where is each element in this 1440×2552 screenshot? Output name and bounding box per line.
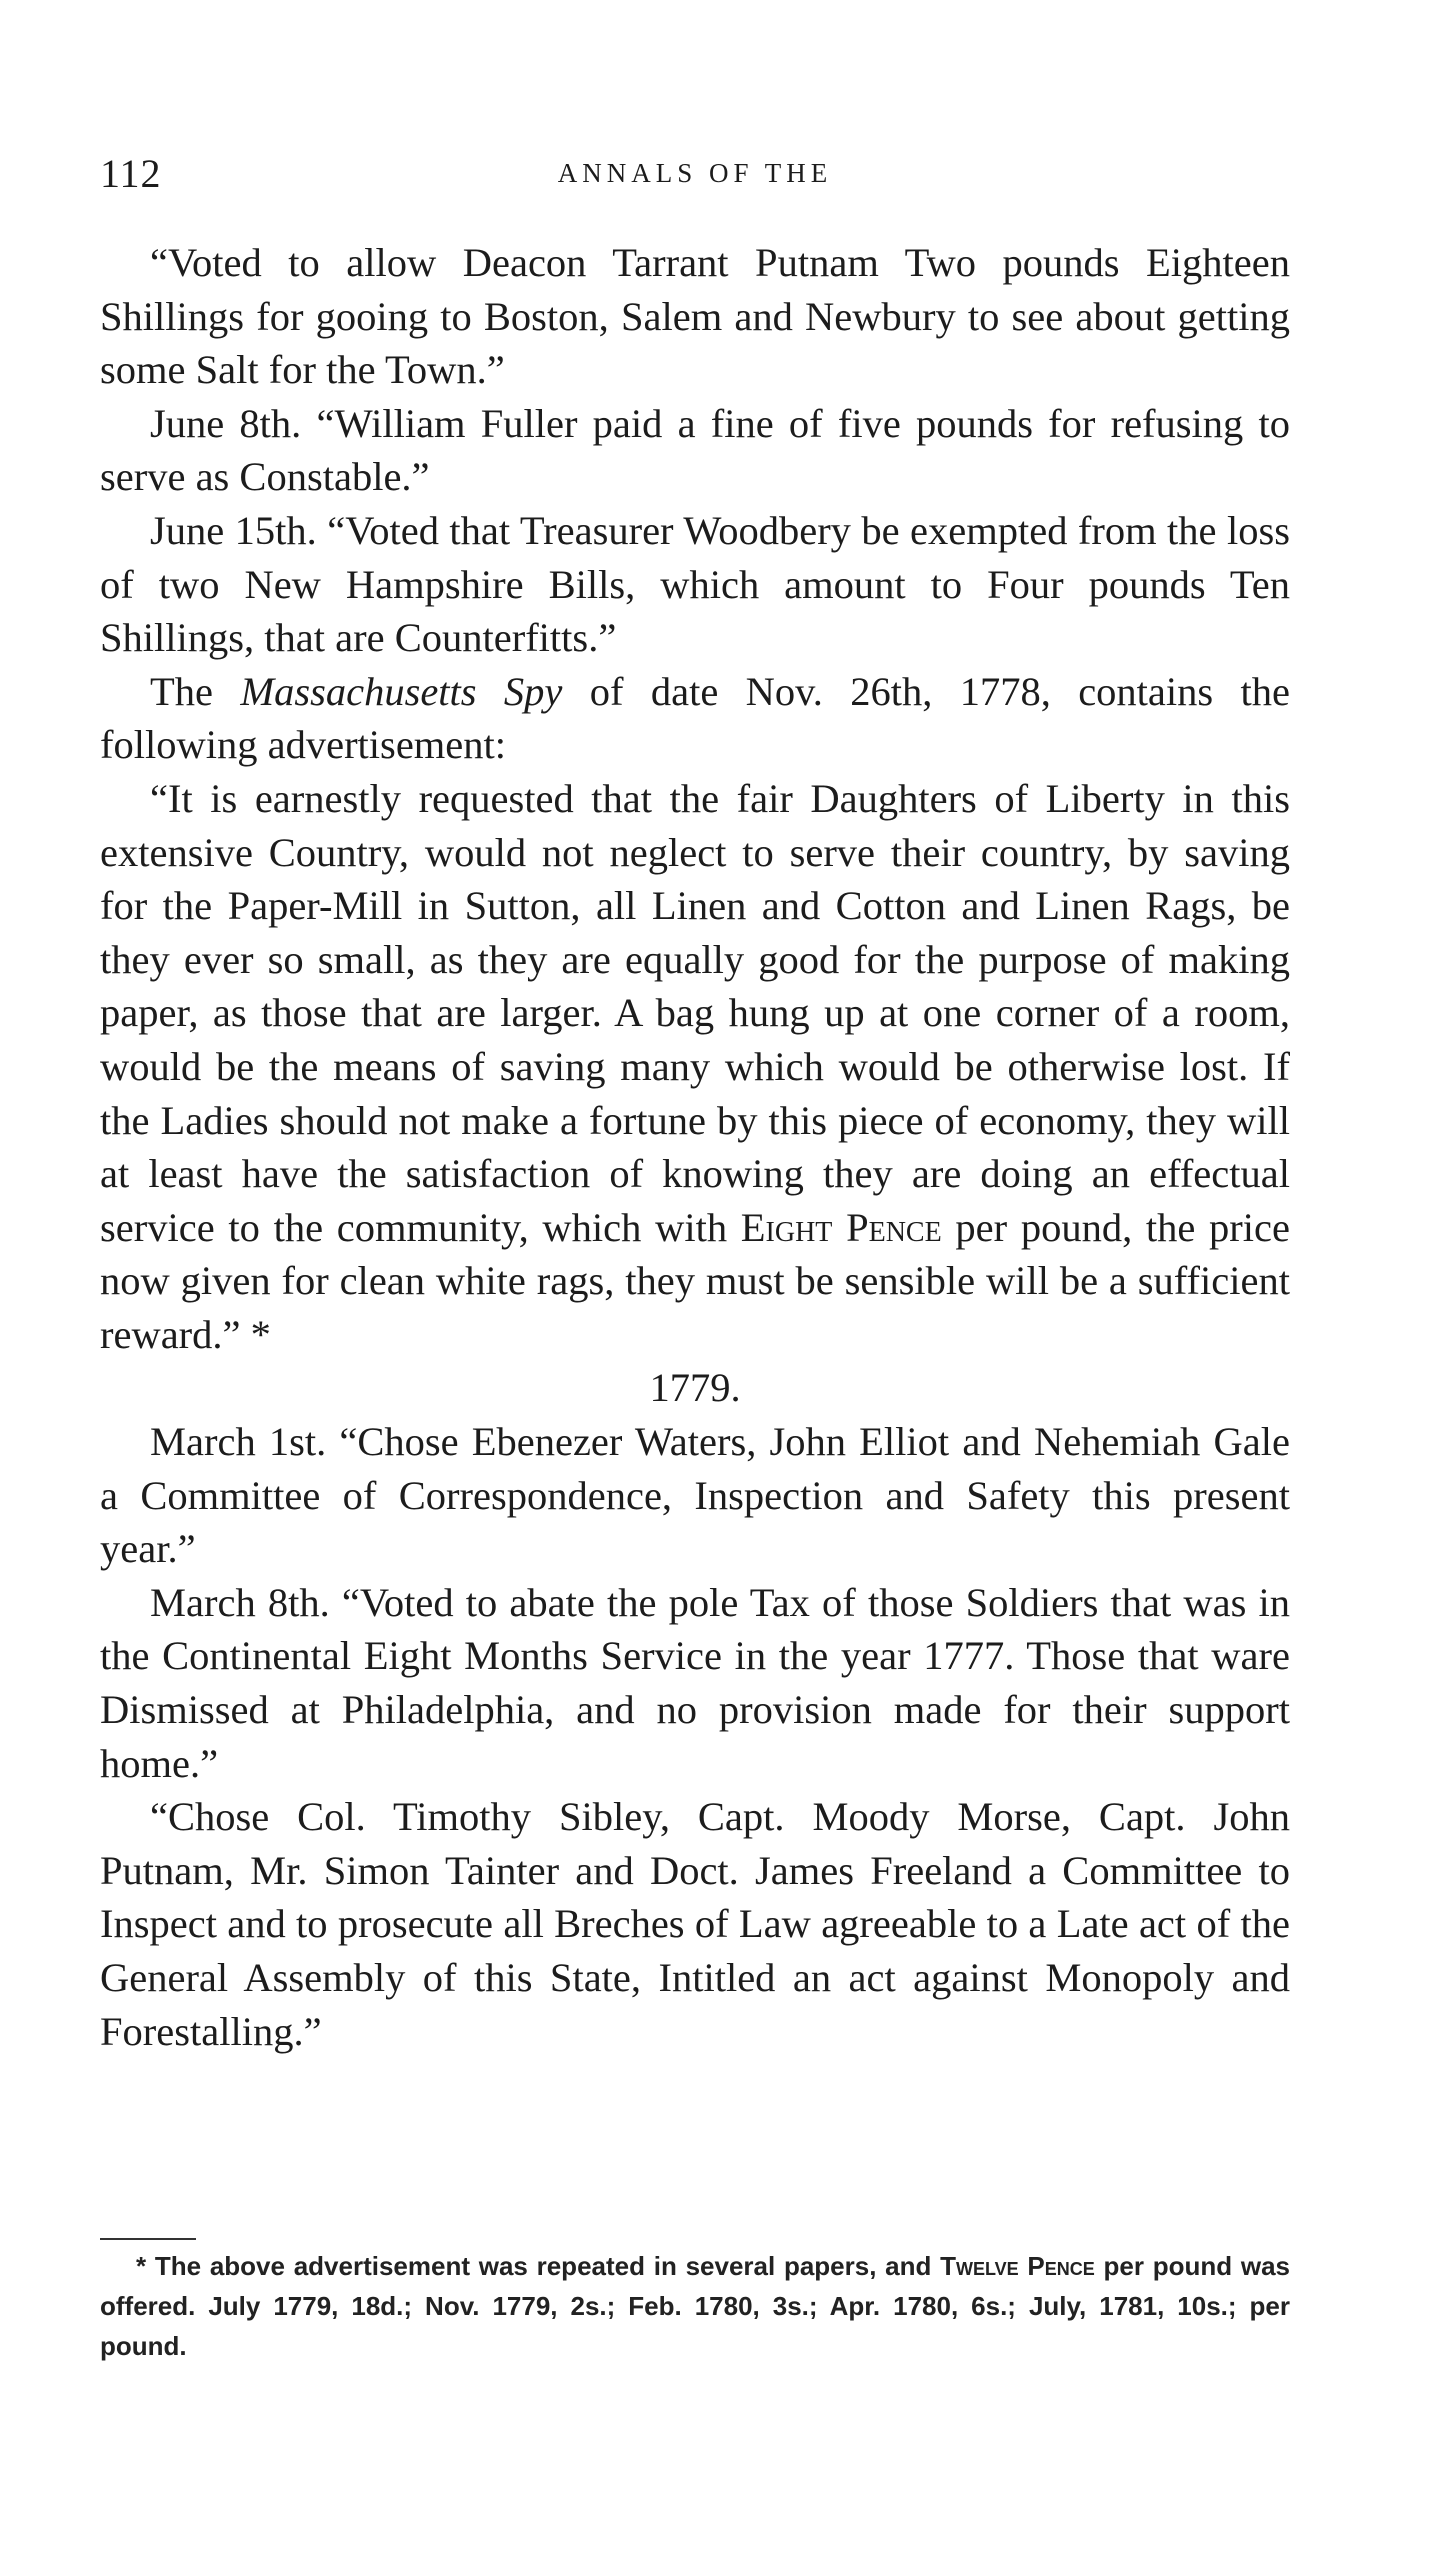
year-heading: 1779. <box>649 1365 741 1411</box>
paragraph-committee-correspondence: March 1st. “Chose Ebenezer Waters, John Elliot and Nehemiah Gale a Committee of Correspondence, Inspection and Safety this present year.” <box>100 1419 1290 1572</box>
page-header <box>100 150 1290 210</box>
paragraph-fuller-fine: June 8th. “William Fuller paid a fine of five pounds for refusing to serve as Constable.” <box>100 400 1290 500</box>
running-head: ANNALS OF THE <box>557 158 833 188</box>
footnote-smallcaps: Twelve Pence <box>940 2251 1095 2281</box>
body-text <box>100 236 1290 2058</box>
price-smallcaps: Eight Pence <box>740 1204 942 1250</box>
footnote: * The above advertisement was repeated in several papers, and Twelve Pence per pound was offered. July 1779, 18d.; Nov. 1779, 2s.; Feb. 1780, 3s.; Apr. 1780, 6s.; July, 1781, 10s.; per pound. <box>100 2251 1290 2361</box>
paragraph-monopoly-committee: “Chose Col. Timothy Sibley, Capt. Moody Morse, Capt. John Putnam, Mr. Simon Tainter and Doct. James Freeland a Committee to Inspect and to prosecute all Breches of Law agreeable to a Late act of the General Assembly of this State, Intitled an act against Monopoly and Forestalling.” <box>100 1794 1290 2054</box>
paragraph-advertisement: “It is earnestly requested that the fair Daughters of Liberty in this extensive Country, would not neglect to serve their country, by saving for the Paper-Mill in Sutton, all Linen and Cotton and Linen Rags, be they ever so small, as they are equally good for the purpose of making paper, as those that are larger. A bag hung up at one corner of a room, would be the means of saving many which would be otherwise lost. If the Ladies should not make a fortune by this piece of economy, they will at least have the satisfaction of knowing they are doing an effectual service to the community, which with Eight Pence per pound, the price now given for clean white rags, they must be sensible will be a sufficient reward.” * <box>100 775 1290 1357</box>
page-number: 112 <box>100 151 162 196</box>
paragraph-pole-tax: March 8th. “Voted to abate the pole Tax of those Soldiers that was in the Continental Eight Months Service in the year 1777. Those that ware Dismissed at Philadelphia, and no provision made for their support home.” <box>100 1579 1290 1786</box>
footnote-divider <box>100 2238 196 2240</box>
paragraph-spy-intro: The Massachusetts Spy of date Nov. 26th, 1778, contains the following advertisement: <box>100 668 1291 768</box>
newspaper-title: Massachusetts Spy <box>240 668 563 714</box>
paragraph-woodbery-bills: June 15th. “Voted that Treasurer Woodbery be exempted from the loss of two New Hampshire Bills, which amount to Four pounds Ten Shillings, that are Counterfitts.” <box>100 507 1290 661</box>
paragraph-salt-vote: “Voted to allow Deacon Tarrant Putnam Two pounds Eighteen Shillings for gooing to Boston, Salem and Newbury to see about getting some Salt for the Town.” <box>100 240 1290 393</box>
